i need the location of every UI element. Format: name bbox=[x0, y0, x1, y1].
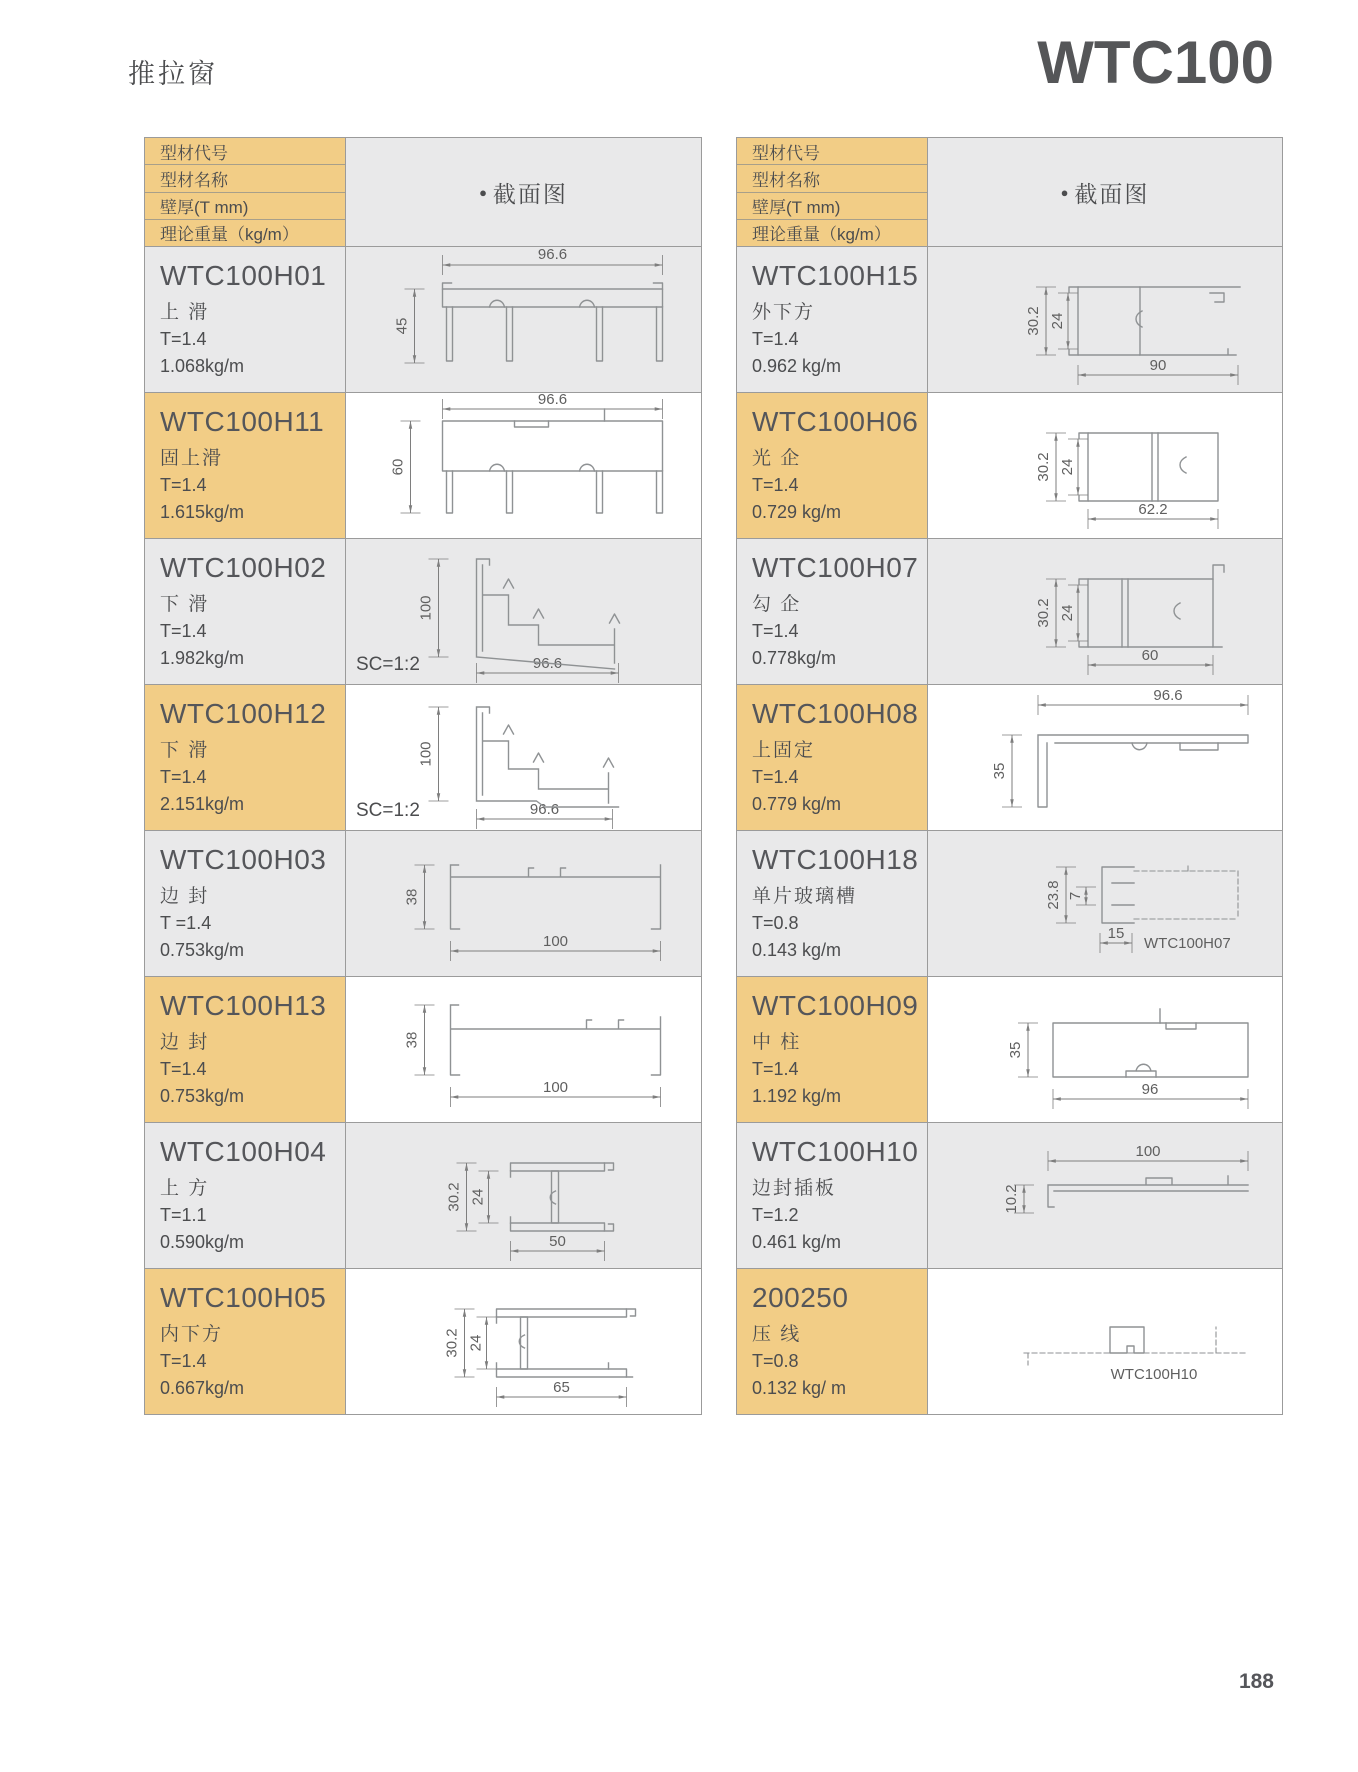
dim-height-inner-label: 7 bbox=[1067, 891, 1084, 901]
section-diagram-cell bbox=[928, 977, 1282, 1122]
profile-name: 边 封 bbox=[160, 1032, 210, 1053]
profile-specs bbox=[160, 910, 337, 964]
profile-thickness: T=1.4 bbox=[160, 1059, 207, 1079]
dim-width-label: 15 bbox=[1107, 925, 1125, 942]
section-diagram-cell bbox=[928, 831, 1282, 976]
profile-info-cell bbox=[145, 1123, 346, 1268]
dim-width-label: 100 bbox=[1135, 1143, 1161, 1160]
profile-weight: 1.192 kg/m bbox=[752, 1086, 842, 1106]
section-diagram-cell bbox=[928, 685, 1282, 830]
table-header bbox=[737, 138, 1282, 246]
header-profile-name: 型材名称 bbox=[145, 165, 345, 192]
profile-weight: 0.778kg/m bbox=[752, 648, 837, 668]
profile-thickness: T=1.4 bbox=[752, 1059, 799, 1079]
table-row bbox=[737, 246, 1282, 392]
dim-width-label: 96.6 bbox=[532, 655, 563, 672]
dim-height-label: 38 bbox=[403, 1031, 421, 1049]
profile-section-drawing bbox=[928, 1123, 1282, 1268]
profile-specs bbox=[752, 326, 919, 380]
profile-section-drawing bbox=[928, 1269, 1282, 1414]
profile-thickness: T=1.4 bbox=[752, 767, 799, 787]
profile-specs bbox=[752, 472, 919, 526]
section-diagram-title: 截面图 bbox=[1074, 180, 1150, 207]
profile-specs bbox=[160, 472, 337, 526]
section-diagram-cell bbox=[346, 393, 701, 538]
section-diagram-cell bbox=[346, 1123, 701, 1268]
table-row bbox=[737, 684, 1282, 830]
profile-specs bbox=[160, 1056, 337, 1110]
profile-specs bbox=[752, 1056, 919, 1110]
profile-thickness: T=1.4 bbox=[752, 475, 799, 495]
profile-thickness: T=1.1 bbox=[160, 1205, 207, 1225]
profile-code: WTC100H09 bbox=[752, 990, 919, 1021]
profile-thickness: T=1.4 bbox=[752, 329, 799, 349]
dim-width-label: 60 bbox=[1141, 647, 1159, 664]
profile-code: WTC100H01 bbox=[160, 260, 327, 291]
dim-height-outer-label: 23.8 bbox=[1045, 880, 1062, 910]
header-profile-code: 型材代号 bbox=[145, 138, 345, 165]
profile-name: 中 柱 bbox=[752, 1032, 802, 1053]
profile-weight: 0.753kg/m bbox=[160, 1086, 245, 1106]
reference-profile-label: WTC100H10 bbox=[1110, 1366, 1198, 1383]
profile-weight: 1.982kg/m bbox=[160, 648, 245, 668]
profile-section-drawing bbox=[346, 247, 701, 392]
profile-weight: 0.779 kg/m bbox=[752, 794, 842, 814]
section-diagram-cell bbox=[928, 247, 1282, 392]
table-row bbox=[737, 392, 1282, 538]
profile-name: 单片玻璃槽 bbox=[752, 886, 858, 907]
table-row bbox=[737, 1122, 1282, 1268]
profile-info-cell bbox=[145, 393, 346, 538]
profile-code: WTC100H15 bbox=[752, 260, 919, 291]
profile-info-cell bbox=[737, 1123, 928, 1268]
profile-specs bbox=[160, 1348, 337, 1402]
profile-info-cell bbox=[145, 539, 346, 684]
profile-thickness: T=1.4 bbox=[160, 767, 207, 787]
profile-section-drawing bbox=[928, 247, 1282, 392]
profile-thickness: T=1.4 bbox=[160, 621, 207, 641]
profile-code: WTC100H12 bbox=[160, 698, 327, 729]
profile-section-drawing bbox=[928, 831, 1282, 976]
profile-code: WTC100H07 bbox=[752, 552, 919, 583]
profile-specs bbox=[752, 910, 919, 964]
profile-section-drawing bbox=[928, 393, 1282, 538]
dim-height-outer-label: 30.2 bbox=[445, 1182, 463, 1212]
dim-width-label: 65 bbox=[553, 1379, 570, 1396]
table-row bbox=[737, 976, 1282, 1122]
profile-section-drawing bbox=[928, 977, 1282, 1122]
profile-thickness: T=1.4 bbox=[160, 475, 207, 495]
profile-code: WTC100H18 bbox=[752, 844, 919, 875]
profile-info-cell bbox=[145, 247, 346, 392]
profile-name: 内下方 bbox=[160, 1324, 224, 1345]
profile-name: 光 企 bbox=[752, 448, 802, 469]
dim-height-label: 35 bbox=[991, 762, 1008, 780]
section-diagram-cell bbox=[346, 247, 701, 392]
profile-name: 上 方 bbox=[160, 1178, 210, 1199]
scale-note: SC=1:2 bbox=[356, 654, 420, 675]
catalog-table-left bbox=[144, 137, 702, 1415]
profile-info-cell bbox=[737, 539, 928, 684]
dim-height-inner-label: 24 bbox=[1059, 458, 1076, 476]
section-diagram-cell bbox=[346, 831, 701, 976]
page-number: 188 bbox=[1238, 1670, 1274, 1693]
header-label-column bbox=[145, 138, 346, 246]
profile-weight: 1.068kg/m bbox=[160, 356, 245, 376]
reference-profile-label: WTC100H07 bbox=[1144, 935, 1231, 952]
dim-height-inner-label: 24 bbox=[469, 1188, 487, 1206]
dim-width-label: 90 bbox=[1149, 357, 1167, 374]
profile-specs bbox=[752, 764, 919, 818]
profile-specs bbox=[160, 618, 337, 672]
section-diagram-cell bbox=[346, 977, 701, 1122]
profile-section-drawing bbox=[346, 831, 701, 976]
dim-height-inner-label: 24 bbox=[1059, 604, 1076, 622]
profile-code: WTC100H03 bbox=[160, 844, 327, 875]
profile-specs bbox=[160, 326, 337, 380]
page-category-title: 推拉窗 bbox=[128, 59, 218, 89]
profile-thickness: T=1.4 bbox=[160, 329, 207, 349]
catalog-tables bbox=[144, 137, 1283, 1415]
table-row bbox=[145, 830, 701, 976]
header-profile-code: 型材代号 bbox=[737, 138, 927, 165]
table-row bbox=[145, 392, 701, 538]
profile-weight: 1.615kg/m bbox=[160, 502, 245, 522]
profile-weight: 0.143 kg/m bbox=[752, 940, 842, 960]
profile-thickness: T=1.2 bbox=[752, 1205, 799, 1225]
dim-width-label: 96 bbox=[1141, 1081, 1159, 1098]
catalog-table-right bbox=[736, 137, 1283, 1415]
section-diagram-cell bbox=[346, 1269, 701, 1414]
table-row bbox=[145, 538, 701, 684]
profile-info-cell bbox=[145, 685, 346, 830]
profile-thickness: T=1.4 bbox=[160, 1351, 207, 1371]
header-theoretical-weight: 理论重量（kg/m） bbox=[160, 225, 299, 245]
header-wall-thickness: 壁厚(T mm) bbox=[737, 193, 927, 220]
profile-section-drawing bbox=[346, 1269, 701, 1414]
dim-width-label: 96.6 bbox=[529, 801, 560, 818]
profile-weight: 0.753kg/m bbox=[160, 940, 245, 960]
bullet-icon: ● bbox=[1060, 184, 1069, 200]
profile-info-cell bbox=[737, 685, 928, 830]
profile-weight: 0.132 kg/ m bbox=[752, 1378, 847, 1398]
dim-height-label: 35 bbox=[1007, 1041, 1024, 1059]
dim-height-label: 60 bbox=[389, 458, 407, 476]
profile-code: WTC100H05 bbox=[160, 1282, 327, 1313]
profile-name: 上 滑 bbox=[160, 302, 210, 323]
profile-name: 边 封 bbox=[160, 886, 210, 907]
profile-name: 固上滑 bbox=[160, 448, 224, 469]
dim-height-inner-label: 24 bbox=[1049, 312, 1066, 330]
profile-specs bbox=[752, 618, 919, 672]
profile-info-cell bbox=[737, 393, 928, 538]
page-series-title: WTC100 bbox=[1037, 29, 1274, 96]
section-diagram-cell bbox=[346, 685, 701, 830]
profile-weight: 0.590kg/m bbox=[160, 1232, 245, 1252]
profile-thickness: T =1.4 bbox=[160, 913, 212, 933]
profile-weight: 0.962 kg/m bbox=[752, 356, 842, 376]
table-row bbox=[145, 684, 701, 830]
bullet-icon: ● bbox=[479, 184, 487, 200]
profile-info-cell bbox=[145, 1269, 346, 1414]
profile-code: WTC100H10 bbox=[752, 1136, 919, 1167]
header-wall-thickness: 壁厚(T mm) bbox=[145, 193, 345, 220]
profile-weight: 2.151kg/m bbox=[160, 794, 245, 814]
profile-code: WTC100H04 bbox=[160, 1136, 327, 1167]
dim-height-outer-label: 30.2 bbox=[1035, 452, 1052, 482]
dim-width-label: 62.2 bbox=[1138, 501, 1168, 518]
profile-weight: 0.729 kg/m bbox=[752, 502, 842, 522]
dim-height-outer-label: 30.2 bbox=[443, 1328, 461, 1358]
profile-code: WTC100H08 bbox=[752, 698, 919, 729]
dim-height-label: 100 bbox=[417, 741, 435, 767]
dim-height-label: 10.2 bbox=[1003, 1184, 1020, 1214]
profile-specs bbox=[752, 1202, 919, 1256]
profile-specs bbox=[160, 764, 337, 818]
profile-name: 压 线 bbox=[752, 1324, 802, 1345]
section-diagram-cell bbox=[928, 393, 1282, 538]
profile-name: 上固定 bbox=[752, 740, 816, 761]
section-diagram-cell bbox=[928, 1123, 1282, 1268]
table-header bbox=[145, 138, 701, 246]
dim-height-inner-label: 24 bbox=[467, 1334, 485, 1352]
table-row bbox=[737, 1268, 1282, 1414]
table-row bbox=[145, 976, 701, 1122]
dim-width-label: 96.6 bbox=[537, 247, 568, 263]
dim-width-label: 100 bbox=[542, 1079, 569, 1096]
header-section-diagram bbox=[928, 138, 1282, 246]
profile-code: WTC100H02 bbox=[160, 552, 327, 583]
dim-height-label: 45 bbox=[393, 317, 411, 335]
header-section-diagram bbox=[346, 138, 701, 246]
dim-height-outer-label: 30.2 bbox=[1035, 598, 1052, 628]
dim-width-label: 100 bbox=[542, 933, 569, 950]
profile-section-drawing bbox=[346, 977, 701, 1122]
profile-info-cell bbox=[737, 831, 928, 976]
profile-thickness: T=0.8 bbox=[752, 913, 799, 933]
table-row bbox=[737, 538, 1282, 684]
header-profile-name: 型材名称 bbox=[737, 165, 927, 192]
header-theoretical-weight: 理论重量（kg/m） bbox=[752, 225, 891, 245]
section-diagram-title: 截面图 bbox=[492, 180, 568, 207]
profile-thickness: T=0.8 bbox=[752, 1351, 799, 1371]
scale-note: SC=1:2 bbox=[356, 800, 420, 821]
dim-width-label: 96.6 bbox=[1153, 687, 1183, 704]
profile-name: 勾 企 bbox=[752, 594, 802, 615]
dim-width-label: 50 bbox=[549, 1233, 566, 1250]
profile-section-drawing bbox=[346, 393, 701, 538]
profile-code: WTC100H06 bbox=[752, 406, 919, 437]
profile-thickness: T=1.4 bbox=[752, 621, 799, 641]
profile-weight: 0.667kg/m bbox=[160, 1378, 245, 1398]
profile-section-drawing bbox=[928, 539, 1282, 684]
profile-section-drawing bbox=[928, 685, 1282, 830]
profile-info-cell bbox=[145, 977, 346, 1122]
profile-specs bbox=[160, 1202, 337, 1256]
table-row bbox=[145, 1268, 701, 1414]
profile-name: 外下方 bbox=[752, 302, 816, 323]
dim-height-label: 100 bbox=[417, 595, 435, 621]
profile-code: 200250 bbox=[752, 1282, 849, 1313]
profile-section-drawing bbox=[346, 1123, 701, 1268]
profile-info-cell bbox=[737, 977, 928, 1122]
profile-info-cell bbox=[737, 1269, 928, 1414]
dim-height-outer-label: 30.2 bbox=[1025, 306, 1042, 336]
section-diagram-cell bbox=[346, 539, 701, 684]
profile-code: WTC100H13 bbox=[160, 990, 327, 1021]
table-row bbox=[145, 246, 701, 392]
profile-name: 下 滑 bbox=[160, 740, 210, 761]
profile-name: 下 滑 bbox=[160, 594, 210, 615]
profile-specs bbox=[752, 1348, 919, 1402]
dim-width-label: 96.6 bbox=[537, 393, 568, 408]
header-label-column bbox=[737, 138, 928, 246]
section-diagram-cell bbox=[928, 1269, 1282, 1414]
profile-info-cell bbox=[737, 247, 928, 392]
profile-info-cell bbox=[145, 831, 346, 976]
dim-height-label: 38 bbox=[403, 888, 421, 906]
table-row bbox=[145, 1122, 701, 1268]
section-diagram-cell bbox=[928, 539, 1282, 684]
profile-code: WTC100H11 bbox=[160, 406, 325, 437]
profile-name: 边封插板 bbox=[752, 1178, 837, 1199]
table-row bbox=[737, 830, 1282, 976]
profile-weight: 0.461 kg/m bbox=[752, 1232, 842, 1252]
